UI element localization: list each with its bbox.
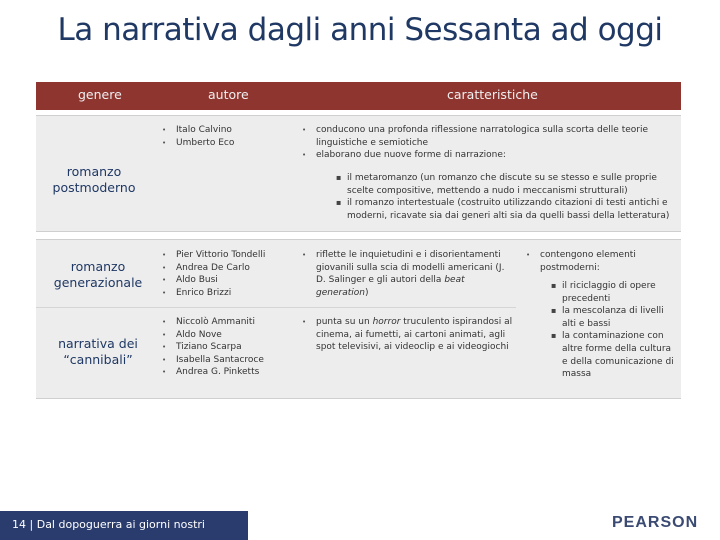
author-item: • Andrea De Carlo <box>162 262 287 275</box>
features-generational <box>302 249 516 299</box>
header-author: autore <box>208 87 249 102</box>
author-item: • Andrea G. Pinketts <box>162 366 287 379</box>
authors-generational <box>162 249 287 299</box>
authors-cannibali <box>162 316 287 379</box>
genre-generational: romanzo generazionale <box>53 259 143 290</box>
subfeature-item: ▪ il riciclaggio di opere precedenti <box>551 280 676 305</box>
row-divider <box>36 307 516 308</box>
author-item: • Pier Vittorio Tondelli <box>162 249 287 262</box>
subfeature-item: ▪ la mescolanza di livelli alti e bassi <box>551 305 676 330</box>
page-number: 14 <box>12 518 26 531</box>
genre-postmodern: romanzo postmoderno <box>52 164 136 195</box>
table-header <box>36 82 681 110</box>
genre-cannibali: narrativa dei “cannibali” <box>58 336 138 367</box>
author-item: • Aldo Busi <box>162 274 287 287</box>
author-item: • Umberto Eco <box>162 137 282 150</box>
chapter-title: Dal dopoguerra ai giorni nostri <box>36 518 205 531</box>
features-shared <box>526 249 676 274</box>
feature-item: • riflette le inquietudini e i disorientamenti giovanili sulla scia di modelli americani (J. D. Salinger e gli autori della beat generation) <box>302 249 516 299</box>
header-features: caratteristiche <box>447 87 538 102</box>
slide-title: La narrativa dagli anni Sessanta ad oggi <box>57 12 663 48</box>
pearson-logo: PEARSON <box>612 514 699 531</box>
features-postmodern <box>302 124 674 162</box>
feature-item: • conducono una profonda riflessione narratologica sulla scorta delle teorie linguistiche e semiotiche <box>302 124 674 149</box>
footer-text: 14 | Dal dopoguerra ai giorni nostri <box>12 518 205 531</box>
author-item: • Enrico Brizzi <box>162 287 287 300</box>
author-item: • Tiziano Scarpa <box>162 341 287 354</box>
features-cannibali <box>302 316 516 354</box>
author-item: • Italo Calvino <box>162 124 282 137</box>
author-item: • Isabella Santacroce <box>162 354 287 367</box>
author-item: • Aldo Nove <box>162 329 287 342</box>
feature-item: • elaborano due nuove forme di narrazione: <box>302 149 674 162</box>
authors-postmodern <box>162 124 282 149</box>
subfeatures-postmodern <box>336 172 674 222</box>
subfeature-item: ▪ il romanzo intertestuale (costruito utilizzando citazioni di testi antichi e moderni, ricavate sia dai generi alti sia da quelli bassi della letteratura) <box>336 197 674 222</box>
subfeature-item: ▪ il metaromanzo (un romanzo che discute su se stesso e sulle proprie scelte compositive, mettendo a nudo i meccanismi strutturali) <box>336 172 674 197</box>
header-genre: genere <box>78 87 122 102</box>
footer-bar <box>0 511 248 540</box>
feature-item: • punta su un horror truculento ispirandosi al cinema, ai fumetti, ai cartoni animati, agli spot televisivi, ai videoclip e ai videogiochi <box>302 316 516 354</box>
feature-item: • contengono elementi postmoderni: <box>526 249 676 274</box>
author-item: • Niccolò Ammaniti <box>162 316 287 329</box>
subfeatures-shared <box>551 280 676 381</box>
subfeature-item: ▪ la contaminazione con altre forme della cultura e della comunicazione di massa <box>551 330 676 380</box>
